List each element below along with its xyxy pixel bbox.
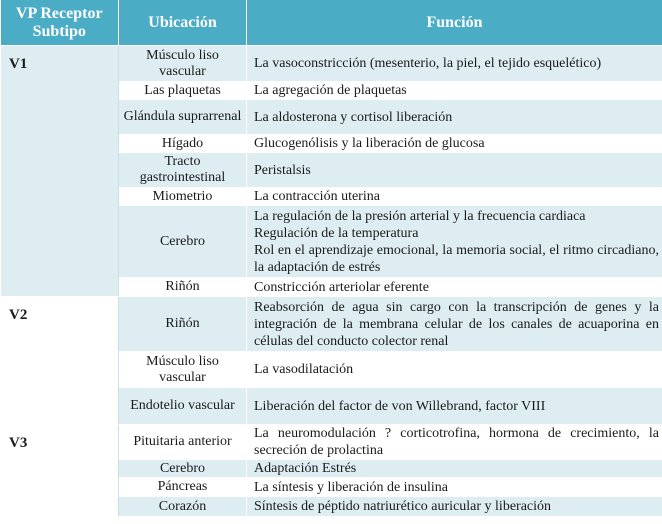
location-cell: Las plaquetas: [119, 82, 247, 100]
function-cell: [247, 478, 662, 497]
function-line: La neuromodulación ? corticotrofina, hormona de crecimiento, la secreción de prolactina: [254, 426, 659, 458]
function-line: La vasodilatación: [254, 362, 354, 377]
table-row: [1, 297, 662, 352]
function-cell: [247, 82, 662, 100]
function-cell: [247, 388, 662, 425]
location-cell: Músculo liso vascular: [119, 352, 247, 388]
location-cell: Páncreas: [119, 478, 247, 497]
table-row: [1, 425, 662, 460]
header-subtype: VP Receptor Subtipo: [1, 0, 119, 46]
function-cell: [247, 297, 662, 352]
function-cell: [247, 188, 662, 206]
function-cell: [247, 278, 662, 297]
location-cell: Cerebro: [119, 206, 247, 278]
function-line: Reabsorción de agua sin cargo con la transcripción de genes y la integración de la membrana celular de los canales de acuaporina en células del conducto colector renal: [254, 299, 659, 349]
location-cell: Tracto gastrointestinal: [119, 153, 247, 188]
function-cell: [247, 206, 662, 278]
function-line: La vasoconstricción (mesenterio, la piel, el tejido esquelético): [254, 56, 602, 71]
function-line: Síntesis de péptido natriurético auricular y liberación: [254, 499, 552, 514]
function-cell: [247, 460, 662, 478]
function-line: La regulación de la presión arterial y la frecuencia cardiaca: [254, 208, 586, 224]
header-location: Ubicación: [119, 0, 247, 46]
function-line: La agregación de plaquetas: [254, 83, 407, 98]
header-function: Función: [247, 0, 662, 46]
subtype-cell: V3: [1, 425, 119, 517]
function-line: La síntesis y liberación de insulina: [254, 479, 449, 495]
function-cell: [247, 153, 662, 188]
function-line: Peristalsis: [254, 162, 311, 178]
table-header-row: [1, 0, 662, 46]
table-row: [1, 46, 662, 82]
function-line: Adaptación Estrés: [254, 461, 357, 476]
location-cell: Glándula suprarrenal: [119, 100, 247, 135]
location-cell: Corazón: [119, 497, 247, 517]
function-line: Constricción arteriolar eferente: [254, 279, 429, 295]
function-line: Liberación del factor de von Willebrand, factor VIII: [254, 398, 546, 414]
function-cell: [247, 135, 662, 153]
location-cell: Pituitaria anterior: [119, 425, 247, 460]
function-cell: [247, 425, 662, 460]
location-cell: Cerebro: [119, 460, 247, 478]
subtype-cell: V2: [1, 297, 119, 425]
function-line: La aldosterona y cortisol liberación: [254, 109, 453, 125]
function-cell: [247, 497, 662, 517]
function-cell: [247, 100, 662, 135]
table-body: [1, 46, 662, 517]
location-cell: Hígado: [119, 135, 247, 153]
subtype-cell: V1: [1, 46, 119, 297]
function-cell: [247, 46, 662, 82]
function-line: Glucogenólisis y la liberación de glucosa: [254, 136, 485, 151]
function-line: Rol en el aprendizaje emocional, la memoria social, el ritmo circadiano, la adaptación de estrés: [254, 242, 659, 275]
location-cell: Endotelio vascular: [119, 388, 247, 425]
function-line: Regulación de la temperatura: [254, 225, 419, 241]
location-cell: Miometrio: [119, 188, 247, 206]
function-cell: [247, 352, 662, 388]
location-cell: Músculo liso vascular: [119, 46, 247, 82]
location-cell: Riñón: [119, 297, 247, 352]
location-cell: Riñón: [119, 278, 247, 297]
function-line: La contracción uterina: [254, 189, 380, 204]
